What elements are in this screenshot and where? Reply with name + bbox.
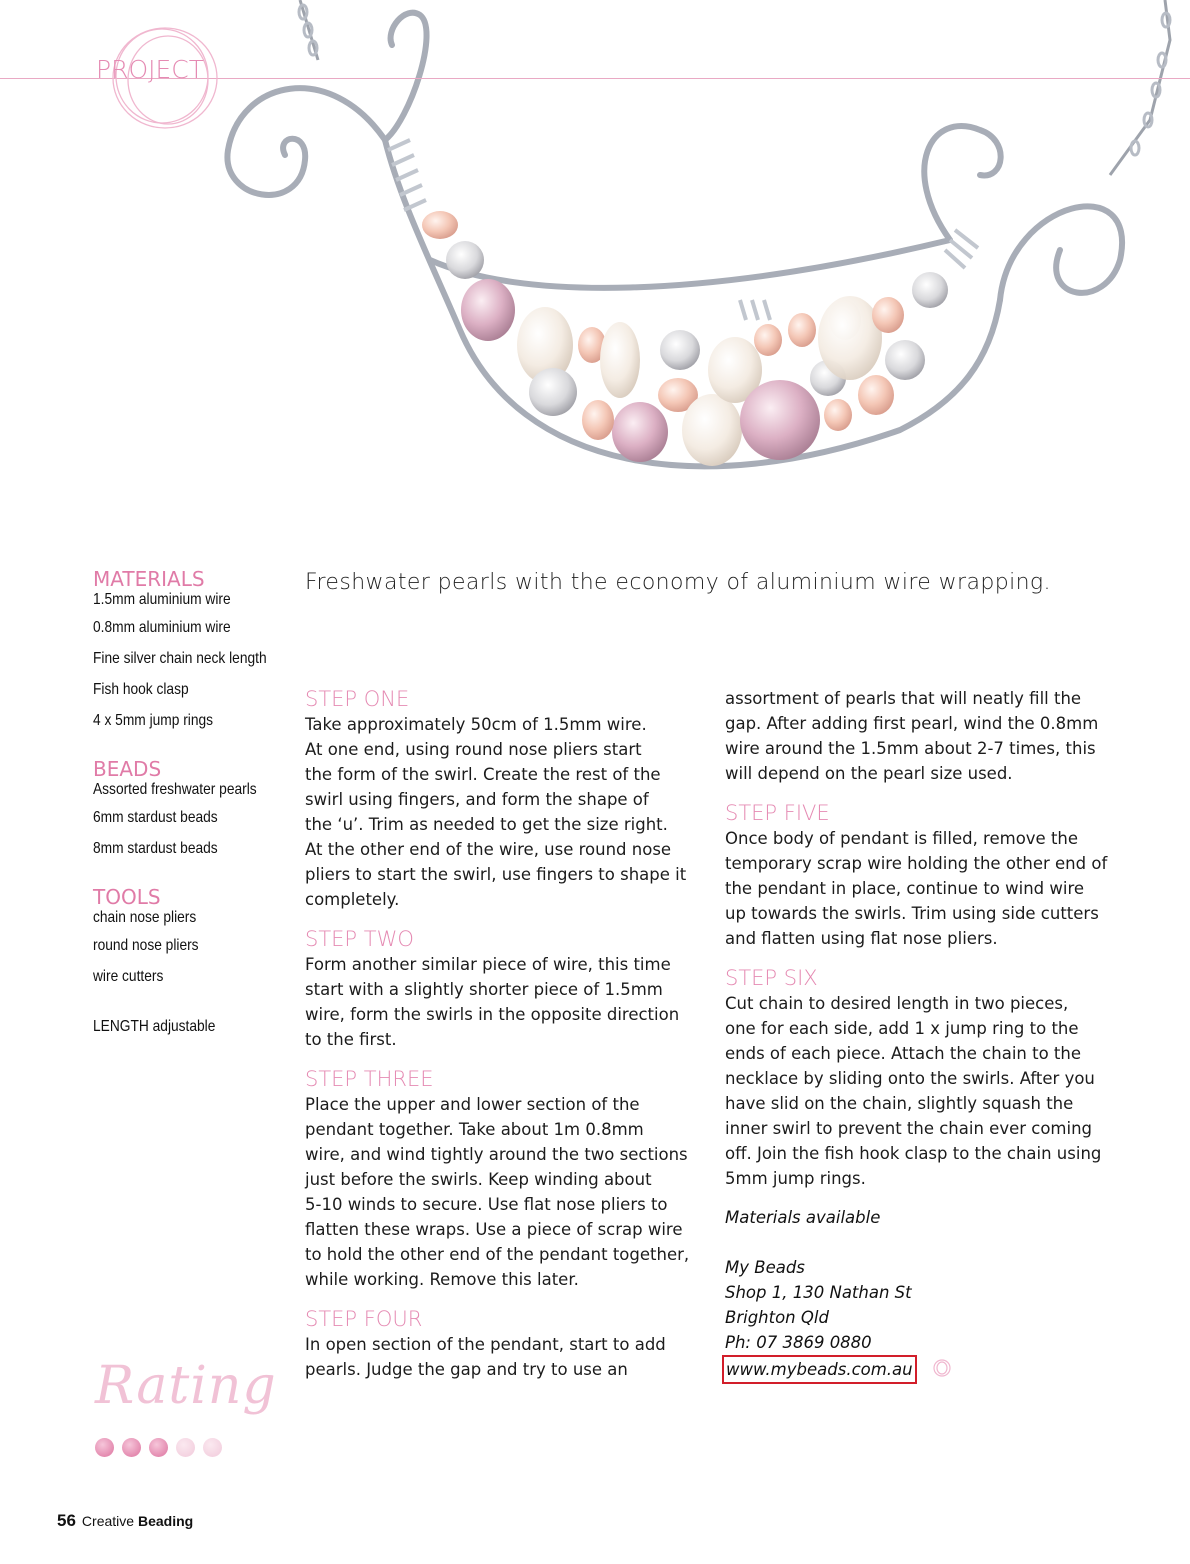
step-text-line: the ‘u’. Trim as needed to get the size right. <box>305 815 668 834</box>
step-text-line: one for each side, add 1 x jump ring to the <box>725 1019 1079 1038</box>
beads-list <box>93 780 293 864</box>
section-badge: PROJECT <box>96 55 205 84</box>
tools-list <box>93 908 293 992</box>
supplier-name: My Beads <box>725 1258 805 1277</box>
step-text-line: pearls. Judge the gap and try to use an <box>305 1360 628 1379</box>
tools-item: chain nose pliers <box>93 909 197 926</box>
step-heading: STEP ONE <box>305 687 410 711</box>
materials-group <box>93 568 293 736</box>
step-text-line: gap. After adding first pearl, wind the 0.8mm <box>725 714 1099 733</box>
beads-item: 6mm stardust beads <box>93 809 218 826</box>
beads-item: Assorted freshwater pearls <box>93 781 257 798</box>
step-text-line: swirl using fingers, and form the shape of <box>305 790 649 809</box>
step-four-continued <box>725 686 1125 786</box>
steps-column-left <box>305 686 705 1396</box>
magazine-name: Beading <box>137 1513 194 1529</box>
supplier-website-link[interactable]: www.mybeads.com.au <box>722 1355 917 1384</box>
materials-item: 4 x 5mm jump rings <box>93 712 214 729</box>
step-text-line: Once body of pendant is filled, remove the <box>725 829 1079 848</box>
steps-column-right <box>725 686 1125 1382</box>
step-text-line: the form of the swirl. Create the rest of the <box>305 765 661 784</box>
materials-item: Fine silver chain neck length <box>93 650 267 667</box>
step-heading: STEP THREE <box>305 1067 434 1091</box>
step-text-line: inner swirl to prevent the chain ever coming <box>725 1119 1093 1138</box>
step-text-line: flatten these wraps. Use a piece of scrap wire <box>305 1220 683 1239</box>
beads-heading: BEADS <box>93 757 162 781</box>
tools-heading: TOOLS <box>93 885 161 909</box>
length-note: LENGTH adjustable <box>93 1018 216 1035</box>
step-text-line: to the first. <box>305 1030 397 1049</box>
swirl-icon <box>931 1358 953 1378</box>
step-text-line: to hold the other end of the pendant together, <box>305 1245 690 1264</box>
supplier-phone: Ph: 07 3869 0880 <box>725 1333 872 1352</box>
step-text-line: In open section of the pendant, start to add <box>305 1335 666 1354</box>
supplier-info <box>725 1205 1125 1382</box>
step-text-line: off. Join the fish hook clasp to the chain using <box>725 1144 1102 1163</box>
step-text-line: wire, form the swirls in the opposite direction <box>305 1005 680 1024</box>
step-text-line: start with a slightly shorter piece of 1.5mm <box>305 980 663 999</box>
tools-group <box>93 886 293 992</box>
supplier-address-line: Shop 1, 130 Nathan St <box>725 1283 912 1302</box>
step-text-line: pendant together. Take about 1m 0.8mm <box>305 1120 644 1139</box>
step-text-line: will depend on the pearl size used. <box>725 764 1013 783</box>
step-five <box>725 800 1125 951</box>
step-heading: STEP TWO <box>305 927 414 951</box>
step-two <box>305 926 705 1052</box>
materials-item: 1.5mm aluminium wire <box>93 591 231 608</box>
step-text-line: Take approximately 50cm of 1.5mm wire. <box>305 715 647 734</box>
supplier-label: Materials available <box>725 1208 881 1227</box>
rating-dot-filled <box>95 1438 114 1457</box>
step-heading: STEP FOUR <box>305 1307 423 1331</box>
materials-item: Fish hook clasp <box>93 681 189 698</box>
step-text-line: At the other end of the wire, use round nose <box>305 840 672 859</box>
supplier-url-row <box>725 1355 1125 1382</box>
step-text-line: ends of each piece. Attach the chain to the <box>725 1044 1081 1063</box>
step-four <box>305 1306 705 1382</box>
intro-text: Freshwater pearls with the economy of aluminium wire wrapping. <box>305 570 1051 595</box>
materials-heading: MATERIALS <box>93 567 205 591</box>
beads-group <box>93 758 293 864</box>
rating-dots <box>95 1438 222 1457</box>
beads-item: 8mm stardust beads <box>93 840 218 857</box>
step-text-line: 5mm jump rings. <box>725 1169 866 1188</box>
step-text-line: while working. Remove this later. <box>305 1270 579 1289</box>
step-text-line: Place the upper and lower section of the <box>305 1095 640 1114</box>
rating-dot-empty <box>176 1438 195 1457</box>
tools-item: round nose pliers <box>93 937 199 954</box>
step-heading: STEP SIX <box>725 966 818 990</box>
magazine-name-prefix: Creative <box>81 1513 135 1529</box>
step-text-line: pliers to start the swirl, use fingers to shape it <box>305 865 687 884</box>
step-text-line: necklace by sliding onto the swirls. After you <box>725 1069 1095 1088</box>
supplier-address-line: Brighton Qld <box>725 1308 829 1327</box>
step-text-line: up towards the swirls. Trim using side cutters <box>725 904 1099 923</box>
step-text-line: assortment of pearls that will neatly fill the <box>725 689 1082 708</box>
step-text-line: Form another similar piece of wire, this time <box>305 955 671 974</box>
step-six <box>725 965 1125 1191</box>
step-one <box>305 686 705 912</box>
rating-label: Rating <box>95 1356 277 1416</box>
step-text-line: the pendant in place, continue to wind wire <box>725 879 1085 898</box>
step-heading: STEP FIVE <box>725 801 830 825</box>
step-text-line: just before the swirls. Keep winding about <box>305 1170 652 1189</box>
step-text-line: Cut chain to desired length in two pieces, <box>725 994 1069 1013</box>
step-text-line: 5-10 winds to secure. Use flat nose pliers to <box>305 1195 668 1214</box>
step-text-line: have slid on the chain, slightly squash the <box>725 1094 1074 1113</box>
page-footer <box>57 1511 193 1531</box>
step-text-line: completely. <box>305 890 400 909</box>
page-number: 56 <box>57 1511 76 1530</box>
step-three <box>305 1066 705 1292</box>
step-text-line: At one end, using round nose pliers start <box>305 740 642 759</box>
materials-item: 0.8mm aluminium wire <box>93 619 231 636</box>
tools-item: wire cutters <box>93 968 164 985</box>
rating-dot-filled <box>149 1438 168 1457</box>
step-text-line: wire, and wind tightly around the two sections <box>305 1145 688 1164</box>
step-text-line: temporary scrap wire holding the other end of <box>725 854 1108 873</box>
step-text-line: and flatten using flat nose pliers. <box>725 929 998 948</box>
rating-dot-empty <box>203 1438 222 1457</box>
step-text-line: wire around the 1.5mm about 2-7 times, this <box>725 739 1096 758</box>
materials-list <box>93 590 293 736</box>
rating-dot-filled <box>122 1438 141 1457</box>
sidebar <box>93 568 293 1036</box>
difficulty-rating <box>95 1356 275 1466</box>
